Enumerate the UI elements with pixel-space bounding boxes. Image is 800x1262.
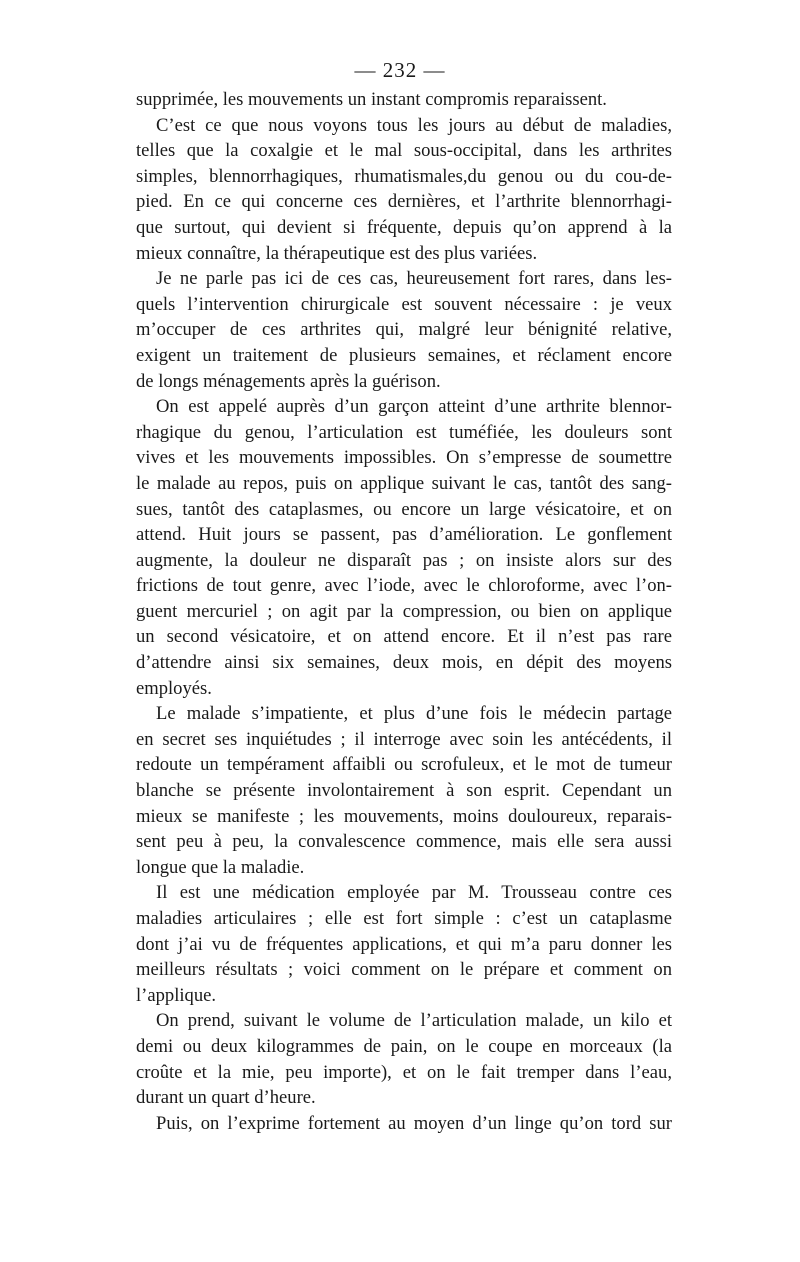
text-line: Il est une médication employée par M. Trousseau contre ces	[156, 882, 672, 904]
text-line: sues, tantôt des cataplasmes, ou encore un large vésicatoire, et on	[136, 498, 672, 520]
text-line: un second vésicatoire, et on attend encore. Et il n’est pas rare	[136, 626, 672, 648]
text-line: mieux connaître, la thérapeutique est des plus variées.	[136, 242, 538, 264]
text-line: exigent un traitement de plusieurs semaines, et réclament encore	[136, 344, 672, 366]
text-line: rhagique du genou, l’articulation est tuméfiée, les douleurs sont	[136, 421, 672, 443]
text-line: maladies articulaires ; elle est fort simple : c’est un cataplasme	[136, 908, 672, 929]
text-line: mieux se manifeste ; les mouvements, moins douloureux, reparais-	[136, 805, 672, 827]
text-line: On prend, suivant le volume de l’articulation malade, un kilo et	[156, 1010, 672, 1032]
text-line: le malade au repos, puis on applique suivant le cas, tantôt des sang-	[136, 472, 672, 494]
text-line: pied. En ce qui concerne ces dernières, et l’arthrite blennorrhagi-	[136, 191, 672, 213]
page-number: — 232 —	[354, 58, 446, 82]
body-text	[136, 87, 672, 1136]
text-line: dont j’ai vu de fréquentes applications, et qui m’a paru donner les	[136, 933, 672, 955]
text-line: On est appelé auprès d’un garçon atteint d’une arthrite blennor-	[156, 396, 672, 418]
text-line: de longs ménagements après la guérison.	[136, 370, 441, 392]
text-line: Le malade s’impatiente, et plus d’une fois le médecin partage	[156, 703, 672, 725]
text-line: croûte et la mie, peu importe), et on le fait tremper dans l’eau,	[136, 1061, 672, 1083]
text-line: demi ou deux kilogrammes de pain, on le coupe en morceaux (la	[136, 1035, 672, 1057]
text-line: longue que la maladie.	[136, 856, 305, 878]
text-line: blanche se présente involontairement à son esprit. Cependant un	[136, 780, 672, 802]
text-line: meilleurs résultats ; voici comment on le prépare et comment on	[136, 959, 672, 981]
text-line: simples, blennorrhagiques, rhumatismales,du genou ou du cou-de-	[136, 165, 672, 187]
text-line: supprimée, les mouvements un instant compromis reparaissent.	[136, 89, 607, 110]
text-line: guent mercuriel ; on agit par la compression, ou bien on applique	[136, 600, 672, 622]
text-line: en secret ses inquiétudes ; il interroge avec soin les antécédents, il	[136, 728, 672, 750]
text-line: que surtout, qui devient si fréquente, depuis qu’on apprend à la	[136, 216, 672, 238]
text-line: d’attendre ainsi six semaines, deux mois, en dépit des moyens	[136, 652, 672, 674]
text-line: Je ne parle pas ici de ces cas, heureusement fort rares, dans les-	[156, 268, 672, 290]
text-line: frictions de tout genre, avec l’iode, avec le chloroforme, avec l’on-	[136, 575, 672, 597]
text-line: vives et les mouvements impossibles. On s’empresse de soumettre	[136, 447, 672, 469]
text-line: employés.	[136, 677, 212, 699]
text-line: m’occuper de ces arthrites qui, malgré leur bénignité relative,	[136, 319, 672, 341]
text-line: attend. Huit jours se passent, pas d’amélioration. Le gonflement	[136, 524, 672, 546]
text-line: quels l’intervention chirurgicale est souvent nécessaire : je veux	[136, 293, 672, 315]
text-line: l’applique.	[136, 984, 217, 1006]
text-line: augmente, la douleur ne disparaît pas ; on insiste alors sur des	[136, 549, 672, 571]
text-line: telles que la coxalgie et le mal sous-occipital, dans les arthrites	[136, 140, 672, 162]
text-line: C’est ce que nous voyons tous les jours au début de maladies,	[156, 114, 672, 136]
text-line: redoute un tempérament affaibli ou scrofuleux, et le mot de tumeur	[136, 754, 672, 776]
text-line: sent peu à peu, la convalescence commence, mais elle sera aussi	[136, 831, 672, 853]
text-line: Puis, on l’exprime fortement au moyen d’un linge qu’on tord sur	[156, 1112, 672, 1134]
text-line: durant un quart d’heure.	[136, 1087, 316, 1109]
